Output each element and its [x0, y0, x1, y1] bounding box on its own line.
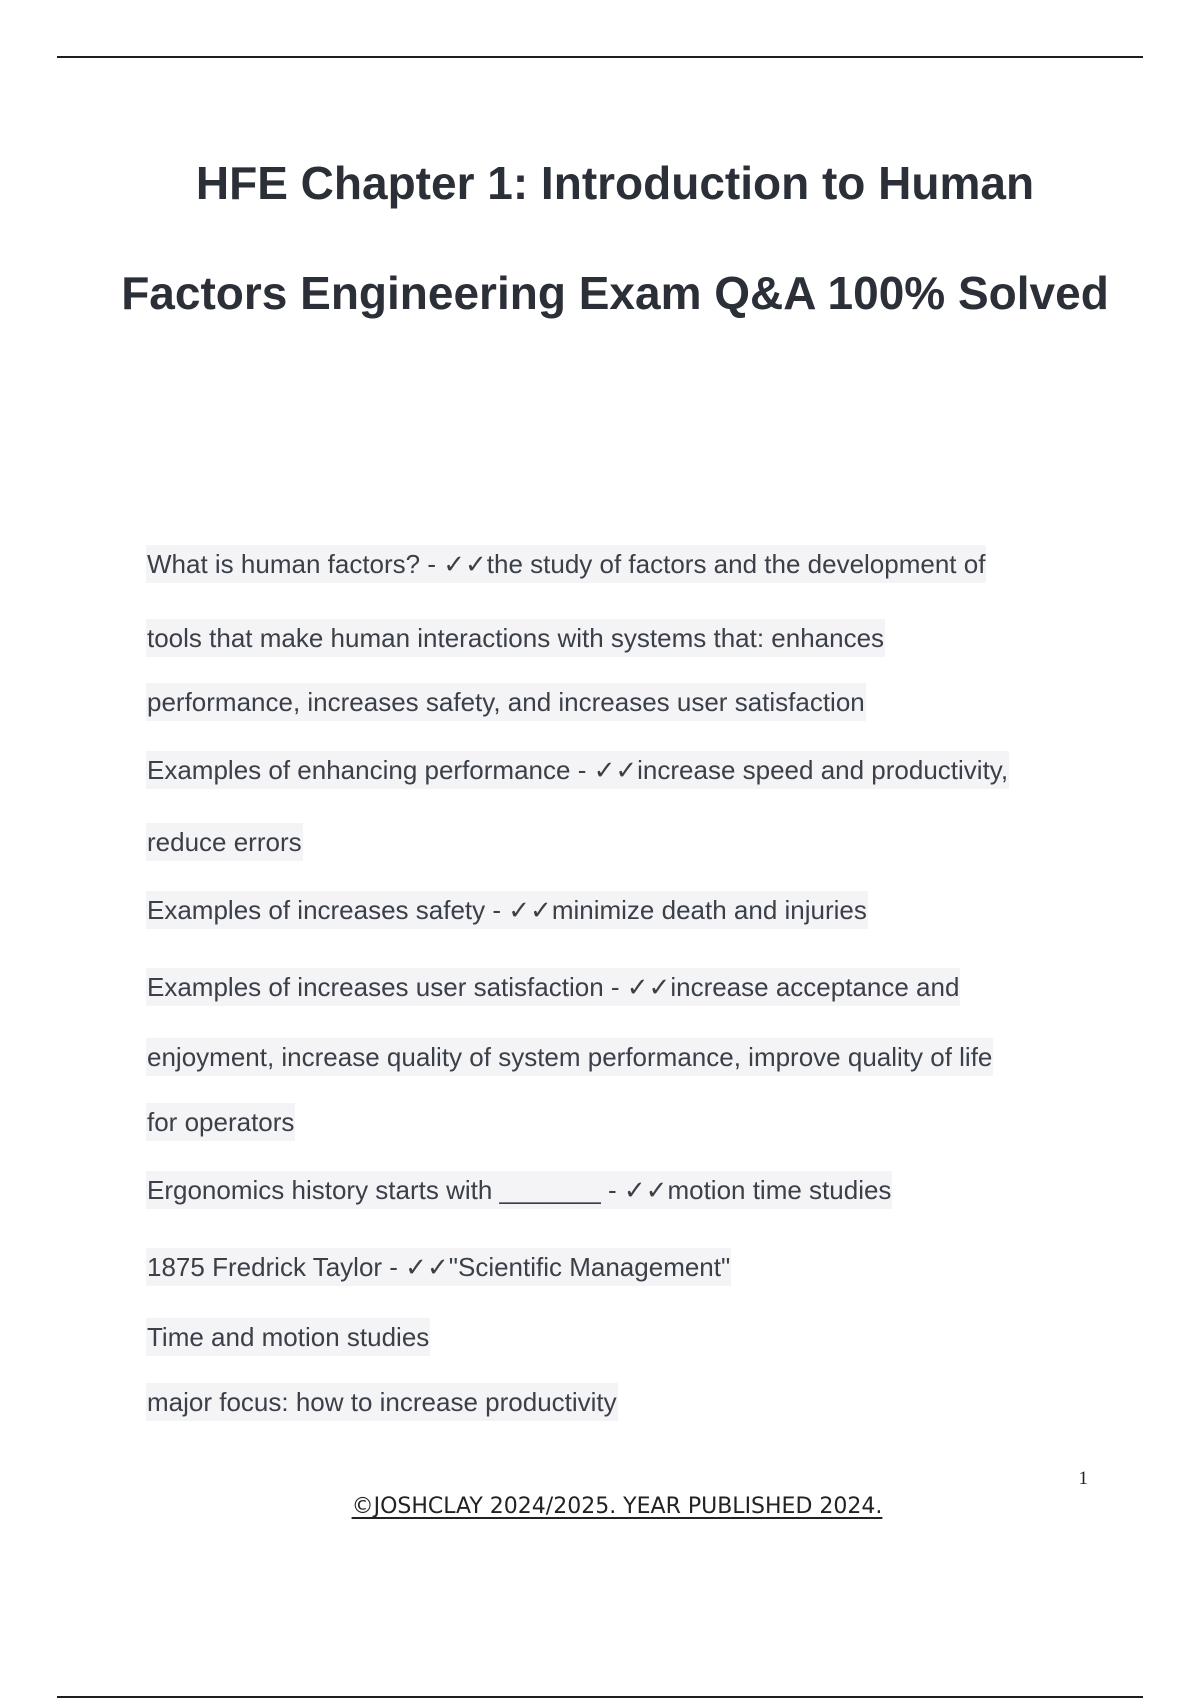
- top-rule: [57, 56, 1143, 58]
- qa-line: reduce errors: [146, 823, 303, 861]
- copyright-footer: [0, 1494, 1200, 1519]
- qa-line: What is human factors? - ✓✓the study of factors and the development of: [146, 545, 986, 583]
- qa-line: enjoyment, increase quality of system performance, improve quality of life: [146, 1038, 993, 1076]
- qa-line: major focus: how to increase productivity: [146, 1383, 618, 1421]
- document-title: HFE Chapter 1: Introduction to Human Factors Engineering Exam Q&A 100% Solved: [121, 157, 1109, 319]
- copyright-text: ©JOSHCLAY 2024/2025. YEAR PUBLISHED 2024.: [351, 1494, 883, 1519]
- qa-line: Time and motion studies: [146, 1318, 430, 1356]
- qa-line: Examples of increases safety - ✓✓minimize death and injuries: [146, 891, 868, 929]
- qa-line: Examples of enhancing performance - ✓✓increase speed and productivity,: [146, 751, 1009, 789]
- qa-line: Examples of increases user satisfaction - ✓✓increase acceptance and: [146, 968, 960, 1006]
- qa-line: Ergonomics history starts with _______ - ✓✓motion time studies: [146, 1171, 892, 1209]
- qa-line: for operators: [146, 1103, 295, 1141]
- bottom-rule: [57, 1696, 1143, 1698]
- qa-line: performance, increases safety, and increases user satisfaction: [146, 683, 866, 721]
- page-number: 1: [1078, 1468, 1088, 1489]
- qa-line: 1875 Fredrick Taylor - ✓✓"Scientific Management": [146, 1248, 731, 1286]
- qa-line: tools that make human interactions with systems that: enhances: [146, 619, 885, 657]
